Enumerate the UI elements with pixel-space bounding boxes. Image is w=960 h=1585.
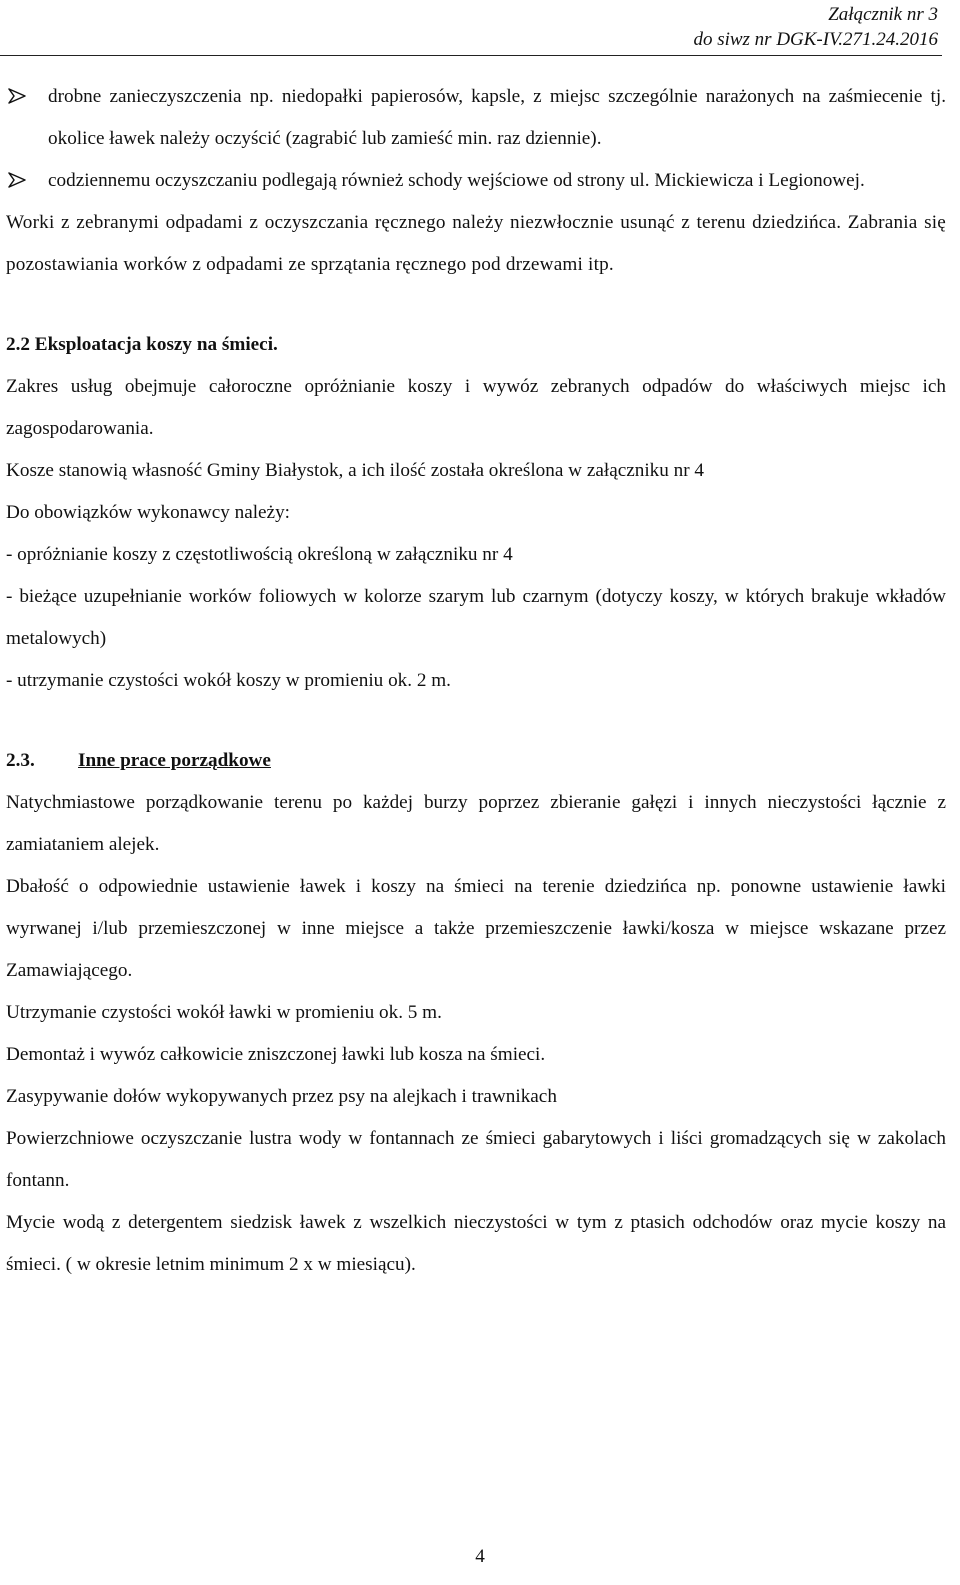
siwz-reference: do siwz nr DGK-IV.271.24.2016 [693,29,938,50]
section-heading-2-2: 2.2 Eksploatacja koszy na śmieci. [6,334,278,355]
paragraph: Demontaż i wywóz całkowicie zniszczonej ławki lub kosza na śmieci. [6,1044,546,1065]
section-heading-2-3 [6,740,946,782]
bullet-item [6,76,946,160]
paragraph-zakres: Zakres usług obejmuje całoroczne opróżnianie koszy i wywóz zebranych odpadów do właściwych miejsc ich zagospodarowania. [6,376,946,439]
paragraph: Mycie wodą z detergentem siedzisk ławek z wszelkich nieczystości w tym z ptasich odchodów oraz mycie koszy na śmieci. ( w okresie letnim minimum 2 x w miesiącu). [6,1212,946,1275]
paragraph-kosze: Kosze stanowią własność Gminy Białystok, a ich ilość została określona w załączniku nr 4 [6,460,705,481]
header-rule [0,55,942,56]
paragraph: Dbałość o odpowiednie ustawienie ławek i koszy na śmieci na terenie dziedzińca np. ponowne ustawienie ławki wyrwanej i/lub przemieszczonej w inne miejsce a także przemieszczenie ławki/kosza w miejsce wskazane przez Zamawiającego. [6,876,946,981]
paragraph: Zasypywanie dołów wykopywanych przez psy na alejkach i trawnikach [6,1086,557,1107]
page-number: 4 [475,1546,485,1567]
bullet-text: codziennemu oczyszczaniu podlegają również schody wejściowe od strony ul. Mickiewicza i Legionowej. [48,170,865,191]
duties-intro: Do obowiązków wykonawcy należy: [6,502,290,523]
bullet-text: drobne zanieczyszczenia np. niedopałki papierosów, kapsle, z miejsc szczególnie narażonych na zaśmiecenie tj. okolice ławek należy oczyścić (zagrabić lub zamieść min. raz dziennie). [48,86,946,149]
paragraph: Utrzymanie czystości wokół ławki w promieniu ok. 5 m. [6,1002,442,1023]
duty-item: - bieżące uzupełnianie worków foliowych w kolorze szarym lub czarnym (dotyczy koszy, w których brakuje wkładów metalowych) [6,586,946,649]
duty-item: - opróżnianie koszy z częstotliwością określoną w załączniku nr 4 [6,544,513,565]
attachment-label: Załącznik nr 3 [828,4,938,25]
paragraph: Powierzchniowe oczyszczanie lustra wody w fontannach ze śmieci gabarytowych i liści gromadzących się w zakolach fontann. [6,1128,946,1191]
paragraph: Natychmiastowe porządkowanie terenu po każdej burzy poprzez zbieranie gałęzi i innych nieczystości łącznie z zamiataniem alejek. [6,792,946,855]
arrowhead-bullet-icon [8,88,26,104]
paragraph-worki: Worki z zebranymi odpadami z oczyszczania ręcznego należy niezwłocznie usunąć z terenu dziedzińca. Zabrania się pozostawiania worków z odpadami ze sprzątania ręcznego pod drzewami itp. [6,212,946,275]
bullet-item [6,160,946,202]
section-number: 2.3. [6,750,35,771]
duty-item: - utrzymanie czystości wokół koszy w promieniu ok. 2 m. [6,670,451,691]
section-title: Inne prace porządkowe [78,750,271,771]
arrowhead-bullet-icon [8,172,26,188]
document-header [693,2,938,52]
document-body [6,76,946,1286]
